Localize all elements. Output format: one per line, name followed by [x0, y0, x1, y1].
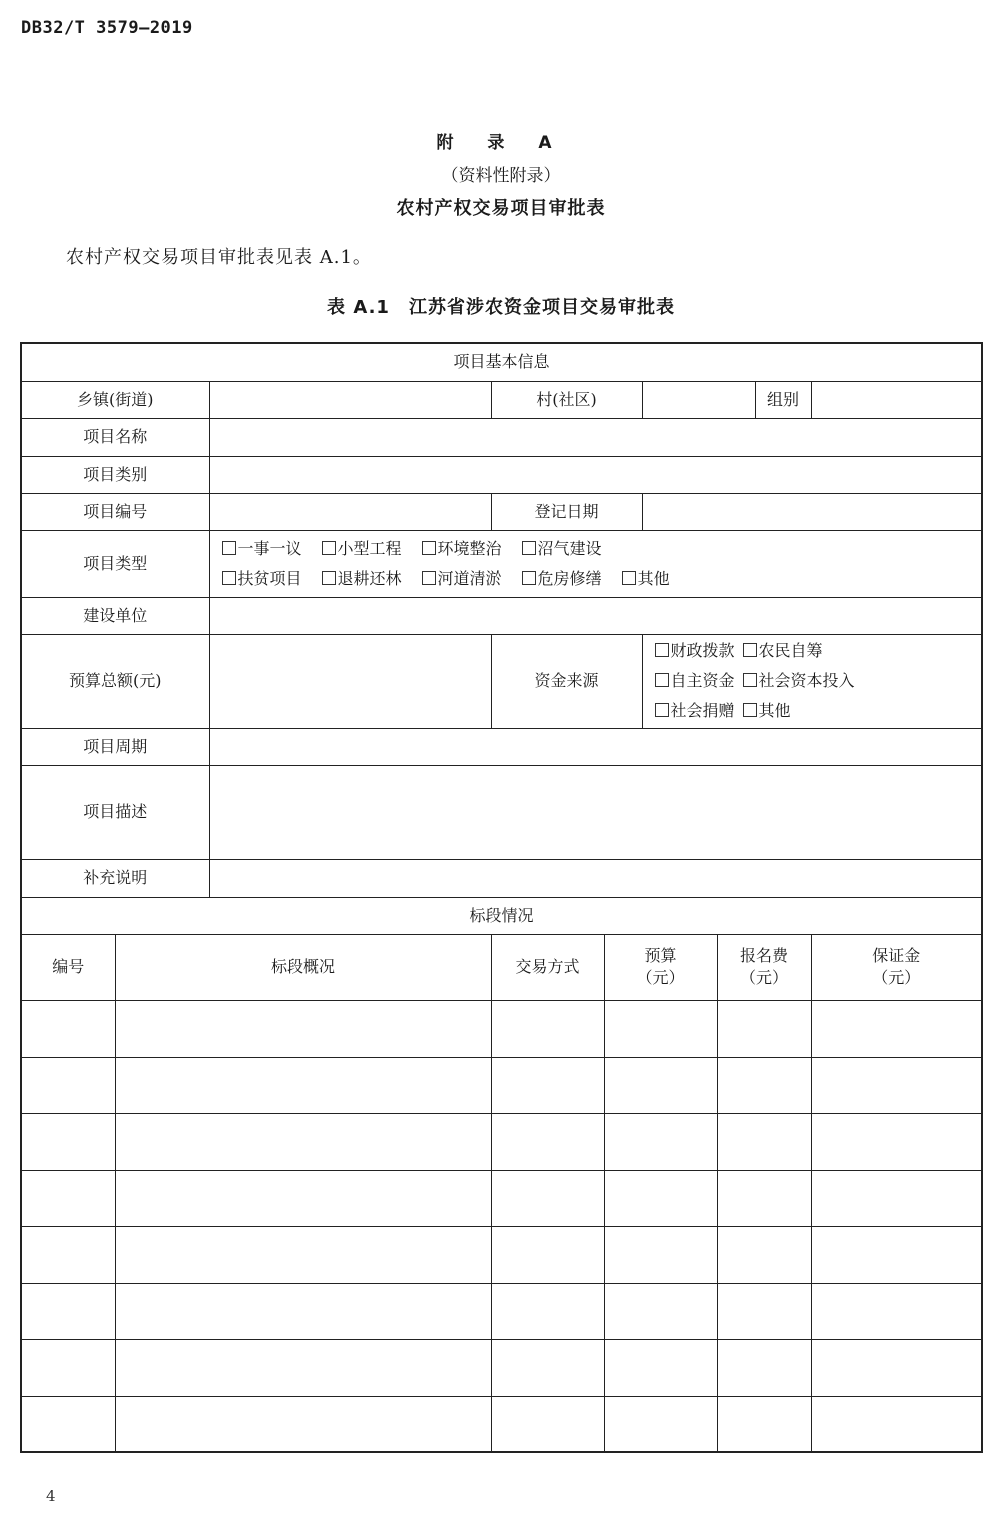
- lot-cell[interactable]: [717, 1283, 811, 1339]
- field-project-period[interactable]: [209, 728, 982, 765]
- checkbox-icon: [522, 571, 536, 585]
- lot-cell[interactable]: [717, 1339, 811, 1396]
- type-option-checkbox[interactable]: 河道清淤: [422, 564, 502, 594]
- fund-source-options: [642, 634, 982, 728]
- lot-header-budget-label: 预算: [644, 946, 677, 965]
- label-project-no: 项目编号: [21, 493, 209, 530]
- fund-row-1: [655, 636, 982, 666]
- type-option-checkbox[interactable]: 沼气建设: [522, 534, 602, 564]
- lot-cell[interactable]: [717, 1113, 811, 1170]
- lot-cell[interactable]: [491, 1396, 604, 1452]
- lot-cell[interactable]: [604, 1226, 717, 1283]
- label-supplement: 补充说明: [21, 859, 209, 897]
- type-option-checkbox[interactable]: 环境整治: [422, 534, 502, 564]
- lot-cell[interactable]: [115, 1057, 491, 1113]
- lot-header-signup-label: 报名费: [739, 946, 788, 965]
- lot-cell[interactable]: [115, 1283, 491, 1339]
- label-group: 组别: [755, 381, 811, 418]
- lot-cell[interactable]: [115, 1000, 491, 1057]
- label-town: 乡镇(街道): [21, 381, 209, 418]
- fund-option-checkbox[interactable]: 社会捐赠: [655, 696, 735, 726]
- label-project-period: 项目周期: [21, 728, 209, 765]
- lot-header-unit: （元）: [636, 968, 685, 987]
- lot-header-no: 编号: [21, 934, 115, 1000]
- lot-cell[interactable]: [811, 1283, 982, 1339]
- project-type-row-1: [222, 534, 982, 564]
- lot-cell[interactable]: [21, 1057, 115, 1113]
- appendix-subtitle: （资料性附录）: [441, 166, 561, 186]
- intro-text: 农村产权交易项目审批表见表 A.1。: [66, 247, 372, 268]
- lot-cell[interactable]: [811, 1057, 982, 1113]
- lot-cell[interactable]: [21, 1170, 115, 1226]
- lot-cell[interactable]: [491, 1339, 604, 1396]
- table-row: [21, 1226, 982, 1283]
- label-project-name: 项目名称: [21, 418, 209, 456]
- lot-cell[interactable]: [21, 1396, 115, 1452]
- lot-cell[interactable]: [811, 1000, 982, 1057]
- appendix-name: 农村产权交易项目审批表: [396, 198, 606, 219]
- type-option-checkbox[interactable]: 危房修缮: [522, 564, 602, 594]
- field-village[interactable]: [642, 381, 755, 418]
- type-option-checkbox[interactable]: 扶贫项目: [222, 564, 302, 594]
- checkbox-icon: [222, 541, 236, 555]
- table-row: [21, 1283, 982, 1339]
- label-builder: 建设单位: [21, 597, 209, 634]
- lot-cell[interactable]: [604, 1283, 717, 1339]
- checkbox-icon: [422, 541, 436, 555]
- fund-row-3: [655, 696, 982, 726]
- lot-cell[interactable]: [21, 1113, 115, 1170]
- checkbox-icon: [322, 541, 336, 555]
- lot-cell[interactable]: [604, 1057, 717, 1113]
- table-row: [21, 1170, 982, 1226]
- field-project-desc[interactable]: [209, 765, 982, 859]
- lot-cell[interactable]: [115, 1339, 491, 1396]
- field-supplement[interactable]: [209, 859, 982, 897]
- appendix-title: 附 录 A: [436, 133, 566, 153]
- lot-header-overview: 标段概况: [115, 934, 491, 1000]
- lot-cell[interactable]: [811, 1339, 982, 1396]
- lot-header-deposit: [811, 934, 982, 1000]
- checkbox-icon: [655, 703, 669, 717]
- field-project-name[interactable]: [209, 418, 982, 456]
- lot-cell[interactable]: [811, 1170, 982, 1226]
- section-basic-info: 项目基本信息: [21, 343, 982, 381]
- label-budget-total: 预算总额(元): [21, 634, 209, 728]
- lot-header-budget: [604, 934, 717, 1000]
- lot-cell[interactable]: [604, 1339, 717, 1396]
- checkbox-icon: [743, 643, 757, 657]
- lot-cell[interactable]: [491, 1226, 604, 1283]
- lot-cell[interactable]: [604, 1396, 717, 1452]
- lot-cell[interactable]: [21, 1339, 115, 1396]
- field-group[interactable]: [811, 381, 982, 418]
- field-town[interactable]: [209, 381, 491, 418]
- fund-option-checkbox[interactable]: 财政拨款: [655, 636, 735, 666]
- label-project-category: 项目类别: [21, 456, 209, 493]
- lot-cell[interactable]: [491, 1283, 604, 1339]
- approval-form-table: [20, 342, 983, 1453]
- lot-cell[interactable]: [115, 1396, 491, 1452]
- fund-option-checkbox[interactable]: 农民自筹: [743, 636, 823, 666]
- field-budget-total[interactable]: [209, 634, 491, 728]
- lot-cell[interactable]: [491, 1170, 604, 1226]
- lot-cell[interactable]: [717, 1226, 811, 1283]
- project-type-options: [209, 530, 982, 597]
- checkbox-icon: [422, 571, 436, 585]
- standard-code: DB32/T 3579—2019: [21, 18, 193, 38]
- section-lots: 标段情况: [21, 897, 982, 934]
- type-option-checkbox[interactable]: 退耕还林: [322, 564, 402, 594]
- label-fund-source: 资金来源: [491, 634, 642, 728]
- checkbox-icon: [322, 571, 336, 585]
- lot-cell[interactable]: [604, 1170, 717, 1226]
- lot-cell[interactable]: [604, 1000, 717, 1057]
- lot-cell[interactable]: [717, 1170, 811, 1226]
- lot-cell[interactable]: [115, 1113, 491, 1170]
- field-reg-date[interactable]: [642, 493, 982, 530]
- table-row: [21, 1339, 982, 1396]
- lot-cell[interactable]: [717, 1057, 811, 1113]
- field-builder[interactable]: [209, 597, 982, 634]
- fund-option-checkbox[interactable]: 社会资本投入: [743, 666, 855, 696]
- label-project-type: 项目类型: [21, 530, 209, 597]
- fund-option-checkbox[interactable]: 其他: [743, 696, 791, 726]
- checkbox-icon: [743, 703, 757, 717]
- lot-cell[interactable]: [717, 1396, 811, 1452]
- lot-header-deposit-label: 保证金: [872, 946, 921, 965]
- field-project-category[interactable]: [209, 456, 982, 493]
- lot-cell[interactable]: [811, 1396, 982, 1452]
- lot-cell[interactable]: [811, 1226, 982, 1283]
- project-type-row-2: [222, 564, 982, 594]
- lot-cell[interactable]: [491, 1000, 604, 1057]
- checkbox-icon: [655, 673, 669, 687]
- fund-row-2: [655, 666, 982, 696]
- label-project-desc: 项目描述: [21, 765, 209, 859]
- lot-cell[interactable]: [115, 1170, 491, 1226]
- table-row: [21, 1000, 982, 1057]
- checkbox-icon: [743, 673, 757, 687]
- checkbox-icon: [655, 643, 669, 657]
- lot-cell[interactable]: [21, 1000, 115, 1057]
- table-caption: 表 A.1 江苏省涉农资金项目交易审批表: [327, 297, 675, 318]
- fund-option-checkbox[interactable]: 自主资金: [655, 666, 735, 696]
- field-project-no[interactable]: [209, 493, 491, 530]
- lot-header-trade-method: 交易方式: [491, 934, 604, 1000]
- lot-cell[interactable]: [21, 1283, 115, 1339]
- page-number: 4: [46, 1487, 56, 1505]
- checkbox-icon: [622, 571, 636, 585]
- type-option-checkbox[interactable]: 小型工程: [322, 534, 402, 564]
- lot-header-signup-fee: [717, 934, 811, 1000]
- checkbox-icon: [522, 541, 536, 555]
- label-reg-date: 登记日期: [491, 493, 642, 530]
- table-row: [21, 1057, 982, 1113]
- table-row: [21, 1396, 982, 1452]
- lot-header-unit: （元）: [739, 968, 788, 987]
- lot-cell[interactable]: [811, 1113, 982, 1170]
- lot-cell[interactable]: [717, 1000, 811, 1057]
- lot-cell[interactable]: [115, 1226, 491, 1283]
- table-row: [21, 1113, 982, 1170]
- lot-cell[interactable]: [491, 1113, 604, 1170]
- lot-header-unit: （元）: [872, 968, 921, 987]
- lot-cell[interactable]: [604, 1113, 717, 1170]
- lot-cell[interactable]: [21, 1226, 115, 1283]
- type-option-checkbox[interactable]: 其他: [622, 564, 670, 594]
- checkbox-icon: [222, 571, 236, 585]
- lot-cell[interactable]: [491, 1057, 604, 1113]
- label-village: 村(社区): [491, 381, 642, 418]
- type-option-checkbox[interactable]: 一事一议: [222, 534, 302, 564]
